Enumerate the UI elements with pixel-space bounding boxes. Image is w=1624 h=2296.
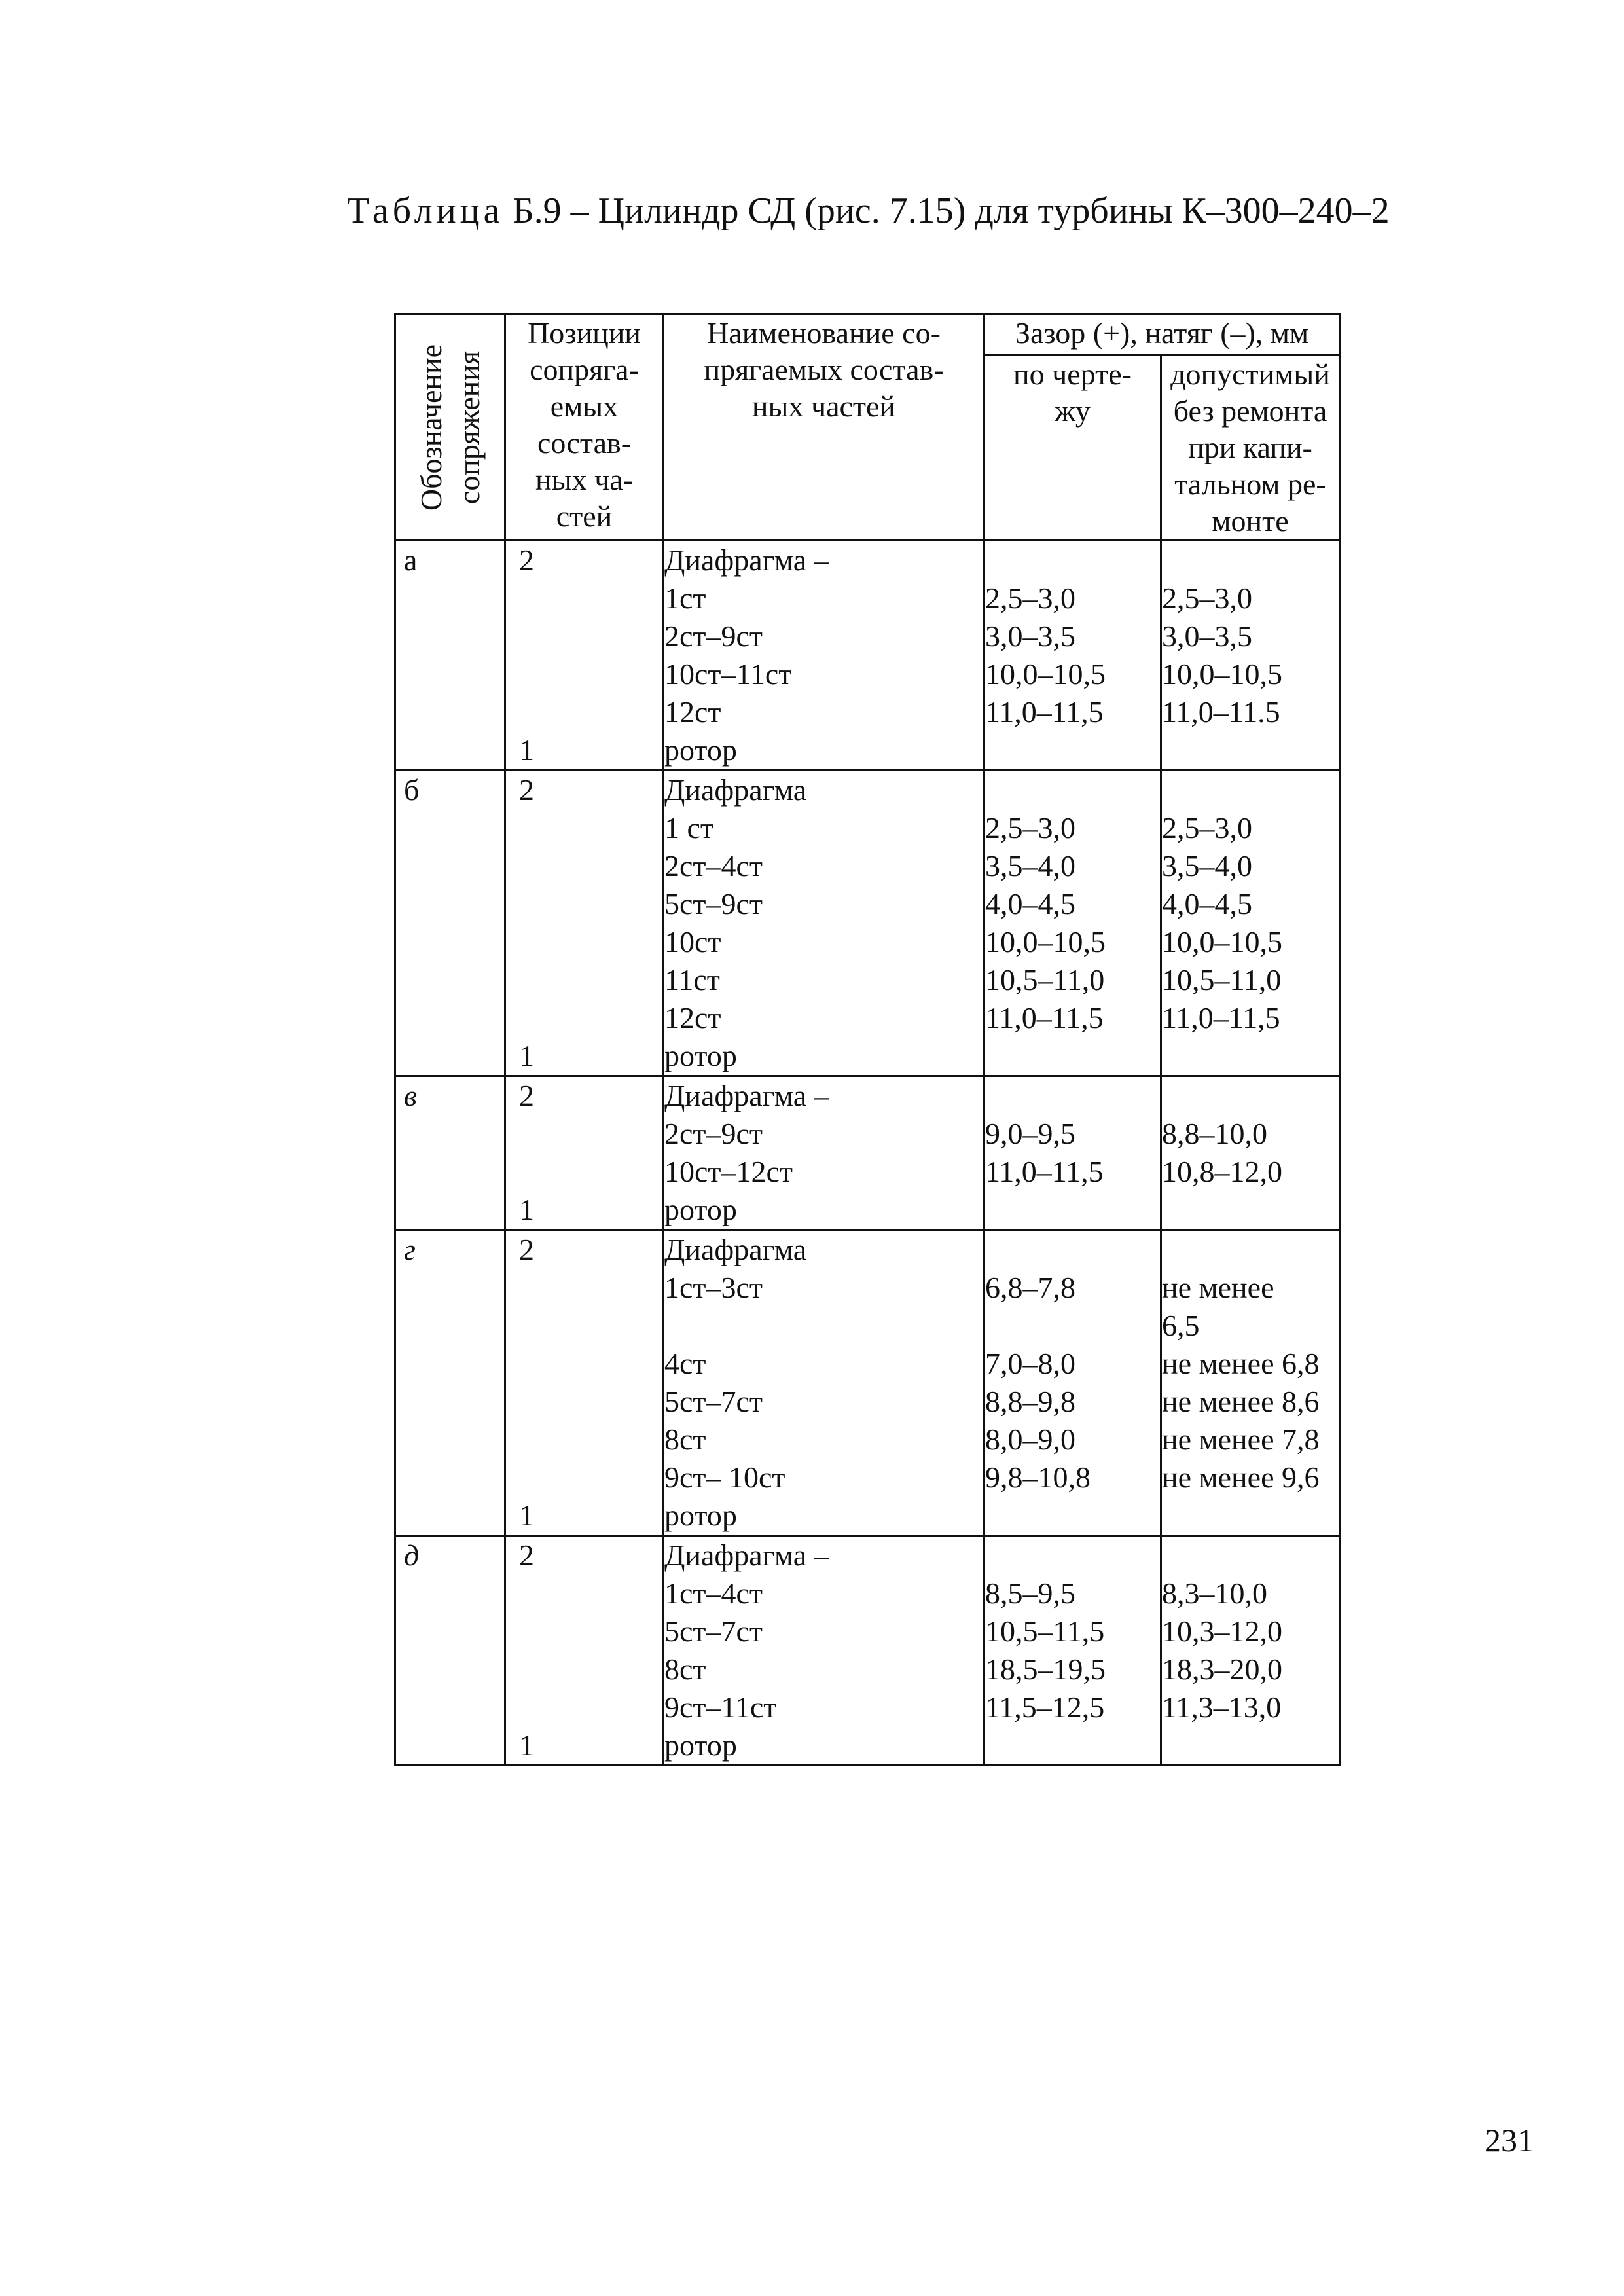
cell-line: 3,0–3,5 xyxy=(1162,619,1252,653)
cell-line xyxy=(1162,731,1339,769)
cell-line: 18,5–19,5 xyxy=(985,1652,1106,1686)
drawing-clearance-cell xyxy=(984,771,1161,1076)
allowed-clearance-cell xyxy=(1161,1230,1340,1536)
cell-line: 10,5–11,5 xyxy=(985,1614,1105,1648)
header-line: Наименование со- xyxy=(707,316,941,350)
cell-line: 2,5–3,0 xyxy=(985,581,1075,615)
header-line: состав- xyxy=(537,426,632,460)
designation-value: д xyxy=(404,1539,420,1572)
cell-line: 11,0–11,5 xyxy=(1162,1001,1280,1034)
cell-line: 4,0–4,5 xyxy=(1162,887,1252,920)
part-name-cell xyxy=(664,541,984,771)
cell-line xyxy=(664,1307,983,1345)
cell-line xyxy=(506,617,662,655)
cell-line: 8ст xyxy=(664,1423,706,1456)
table-row xyxy=(395,771,1340,1076)
cell-line: 3,0–3,5 xyxy=(985,619,1075,653)
cell-line: 10ст–11ст xyxy=(664,657,792,691)
cell-line: ротор xyxy=(664,1728,737,1762)
cell-line: 10,5–11,0 xyxy=(985,963,1105,996)
caption-prefix: Таблица xyxy=(347,191,504,231)
cell-line: 1 xyxy=(519,733,534,767)
cell-line xyxy=(506,1345,662,1383)
cell-line: 1ст–3ст xyxy=(664,1271,763,1304)
designation-value: в xyxy=(404,1079,417,1112)
cell-line: не менее 8,6 xyxy=(1162,1385,1320,1418)
header-line: ных частей xyxy=(751,390,896,423)
cell-line xyxy=(506,1383,662,1421)
cell-line: 11ст xyxy=(664,963,720,996)
cell-line: Диафрагма – xyxy=(664,1539,829,1572)
cell-line: 1 xyxy=(519,1728,534,1762)
position-cell xyxy=(505,541,664,771)
cell-line xyxy=(506,1421,662,1459)
cell-line xyxy=(506,923,662,961)
cell-line: 1 xyxy=(519,1499,534,1532)
header-line: тальном ре- xyxy=(1174,467,1326,501)
cell-line: 9,8–10,8 xyxy=(985,1461,1091,1494)
cell-line xyxy=(506,655,662,693)
header-row-top xyxy=(395,314,1340,355)
cell-line: Диафрагма xyxy=(664,1233,807,1266)
cell-line xyxy=(506,961,662,999)
cell-line: 1ст xyxy=(664,581,706,615)
cell-line: 9ст– 10ст xyxy=(664,1461,785,1494)
cell-line: 8,5–9,5 xyxy=(985,1576,1075,1610)
cell-line: 6,5 xyxy=(1162,1309,1200,1342)
cell-line: 8ст xyxy=(664,1652,706,1686)
header-line: при капи- xyxy=(1188,431,1312,464)
cell-line xyxy=(506,1613,662,1650)
cell-line: 2 xyxy=(519,1233,534,1266)
drawing-clearance-cell xyxy=(984,1230,1161,1536)
position-cell xyxy=(505,1230,664,1536)
header-by-drawing xyxy=(984,355,1161,541)
cell-line xyxy=(1162,1077,1339,1115)
cell-line: 2 xyxy=(519,1079,534,1112)
cell-line xyxy=(1162,1537,1339,1575)
cell-line xyxy=(506,579,662,617)
cell-line: 11,0–11,5 xyxy=(985,1001,1104,1034)
header-line: прягаемых состав- xyxy=(704,353,944,386)
cell-line xyxy=(506,809,662,847)
cell-line xyxy=(506,1688,662,1726)
designation-cell xyxy=(395,1076,505,1230)
cell-line xyxy=(985,1726,1160,1764)
table-row xyxy=(395,1230,1340,1536)
cell-line: 1 xyxy=(519,1193,534,1226)
cell-line: 10,8–12,0 xyxy=(1162,1155,1282,1188)
allowed-clearance-cell xyxy=(1161,1076,1340,1230)
cell-line xyxy=(506,693,662,731)
cell-line xyxy=(985,1307,1160,1345)
cell-line: 2,5–3,0 xyxy=(985,811,1075,845)
cell-line: не менее xyxy=(1162,1271,1274,1304)
page-number: 231 xyxy=(1485,2122,1534,2159)
header-allowed xyxy=(1161,355,1340,541)
cell-line: 2 xyxy=(519,1539,534,1572)
header-line: ных ча- xyxy=(535,463,633,496)
cell-line: 11,0–11,5 xyxy=(985,695,1104,729)
table-caption xyxy=(347,190,1460,232)
allowed-clearance-cell xyxy=(1161,1536,1340,1766)
cell-line xyxy=(985,1077,1160,1115)
cell-line xyxy=(1162,1231,1339,1269)
cell-line xyxy=(1162,1191,1339,1229)
header-line: стей xyxy=(556,500,613,533)
cell-line: 2,5–3,0 xyxy=(1162,811,1252,845)
cell-line: 2ст–9ст xyxy=(664,619,763,653)
cell-line: 11,3–13,0 xyxy=(1162,1690,1282,1724)
cell-line xyxy=(1162,541,1339,579)
designation-cell xyxy=(395,541,505,771)
header-part-names xyxy=(664,314,984,541)
part-name-cell xyxy=(664,1076,984,1230)
table-row xyxy=(395,1076,1340,1230)
cell-line: 5ст–9ст xyxy=(664,887,763,920)
cell-line xyxy=(506,1115,662,1153)
cell-line: 2 xyxy=(519,543,534,577)
cell-line: 10,0–10,5 xyxy=(1162,925,1282,958)
cell-line: не менее 9,6 xyxy=(1162,1461,1320,1494)
cell-line: 11,5–12,5 xyxy=(985,1690,1105,1724)
cell-line: 6,8–7,8 xyxy=(985,1271,1075,1304)
cell-line: 1 xyxy=(519,1039,534,1072)
part-name-cell xyxy=(664,1230,984,1536)
cell-line xyxy=(985,1537,1160,1575)
designation-value: б xyxy=(404,773,420,807)
part-name-cell xyxy=(664,1536,984,1766)
cell-line: 11,0–11.5 xyxy=(1162,695,1280,729)
header-clearance-group: Зазор (+), натяг (–), мм xyxy=(984,314,1340,355)
position-cell xyxy=(505,1536,664,1766)
table-row xyxy=(395,541,1340,771)
cell-line xyxy=(985,1497,1160,1535)
designation-cell xyxy=(395,1536,505,1766)
designation-cell xyxy=(395,1230,505,1536)
drawing-clearance-cell xyxy=(984,541,1161,771)
allowed-clearance-cell xyxy=(1161,541,1340,771)
caption-text: Б.9 – Цилиндр СД (рис. 7.15) для турбины К–300–240–2 xyxy=(513,191,1390,231)
cell-line: 8,8–9,8 xyxy=(985,1385,1075,1418)
cell-line: Диафрагма – xyxy=(664,543,829,577)
designation-cell xyxy=(395,771,505,1076)
cell-line: 10,0–10,5 xyxy=(985,925,1106,958)
cell-line: 1 ст xyxy=(664,811,714,845)
cell-line: 8,0–9,0 xyxy=(985,1423,1075,1456)
header-line: Обозначение xyxy=(414,344,448,511)
cell-line xyxy=(1162,1497,1339,1535)
cell-line: 9ст–11ст xyxy=(664,1690,777,1724)
table-body xyxy=(395,541,1340,1766)
cell-line: 2ст–9ст xyxy=(664,1117,763,1150)
header-line: допустимый xyxy=(1170,357,1330,391)
cell-line: ротор xyxy=(664,733,737,767)
designation-value: г xyxy=(404,1233,416,1266)
table-row xyxy=(395,1536,1340,1766)
cell-line: 2 xyxy=(519,773,534,807)
cell-line: 1ст–4ст xyxy=(664,1576,763,1610)
specification-table xyxy=(394,313,1341,1766)
cell-line xyxy=(985,1191,1160,1229)
cell-line: 10ст–12ст xyxy=(664,1155,793,1188)
cell-line: 10,3–12,0 xyxy=(1162,1614,1282,1648)
cell-line xyxy=(506,1307,662,1345)
cell-line: 8,3–10,0 xyxy=(1162,1576,1267,1610)
cell-line: 4ст xyxy=(664,1347,706,1380)
cell-line: 9,0–9,5 xyxy=(985,1117,1075,1150)
cell-line: Диафрагма – xyxy=(664,1079,829,1112)
cell-line xyxy=(1162,1037,1339,1075)
cell-line: Диафрагма xyxy=(664,773,807,807)
cell-line: ротор xyxy=(664,1193,737,1226)
cell-line: 10,5–11,0 xyxy=(1162,963,1282,996)
cell-line: не менее 7,8 xyxy=(1162,1423,1320,1456)
cell-line xyxy=(506,1459,662,1497)
cell-line xyxy=(985,541,1160,579)
cell-line: 8,8–10,0 xyxy=(1162,1117,1267,1150)
position-cell xyxy=(505,1076,664,1230)
cell-line xyxy=(506,1650,662,1688)
header-line: Позиции xyxy=(528,316,641,350)
cell-line xyxy=(506,1153,662,1191)
position-cell xyxy=(505,771,664,1076)
cell-line xyxy=(506,1575,662,1613)
cell-line: 5ст–7ст xyxy=(664,1614,763,1648)
drawing-clearance-cell xyxy=(984,1536,1161,1766)
header-line: без ремонта xyxy=(1173,394,1327,428)
drawing-clearance-cell xyxy=(984,1076,1161,1230)
header-line: жу xyxy=(1055,394,1091,428)
cell-line: 3,5–4,0 xyxy=(1162,849,1252,883)
cell-line: ротор xyxy=(664,1499,737,1532)
allowed-clearance-cell xyxy=(1161,771,1340,1076)
designation-value: а xyxy=(404,543,418,577)
cell-line xyxy=(1162,771,1339,809)
header-line: по черте- xyxy=(1013,357,1132,391)
cell-line: не менее 6,8 xyxy=(1162,1347,1320,1380)
cell-line xyxy=(506,847,662,885)
cell-line: 7,0–8,0 xyxy=(985,1347,1075,1380)
cell-line xyxy=(985,1231,1160,1269)
cell-line: 2ст–4ст xyxy=(664,849,763,883)
cell-line: 2,5–3,0 xyxy=(1162,581,1252,615)
cell-line xyxy=(1162,1726,1339,1764)
cell-line: 3,5–4,0 xyxy=(985,849,1075,883)
header-line: сопряга- xyxy=(530,353,639,386)
cell-line: 12ст xyxy=(664,1001,721,1034)
cell-line: 11,0–11,5 xyxy=(985,1155,1104,1188)
cell-line: ротор xyxy=(664,1039,737,1072)
cell-line: 18,3–20,0 xyxy=(1162,1652,1282,1686)
cell-line xyxy=(985,1037,1160,1075)
part-name-cell xyxy=(664,771,984,1076)
header-line: монте xyxy=(1212,504,1289,538)
cell-line xyxy=(506,885,662,923)
cell-line: 10ст xyxy=(664,925,721,958)
cell-line: 10,0–10,5 xyxy=(1162,657,1282,691)
cell-line: 5ст–7ст xyxy=(664,1385,763,1418)
header-positions xyxy=(505,314,664,541)
cell-line xyxy=(985,771,1160,809)
cell-line: 12ст xyxy=(664,695,721,729)
header-connection-designation xyxy=(395,314,505,541)
cell-line xyxy=(506,999,662,1037)
cell-line xyxy=(506,1269,662,1307)
header-line: сопряжения xyxy=(452,350,486,504)
cell-line xyxy=(985,731,1160,769)
cell-line: 10,0–10,5 xyxy=(985,657,1106,691)
header-line: емых xyxy=(550,390,619,423)
cell-line: 4,0–4,5 xyxy=(985,887,1075,920)
